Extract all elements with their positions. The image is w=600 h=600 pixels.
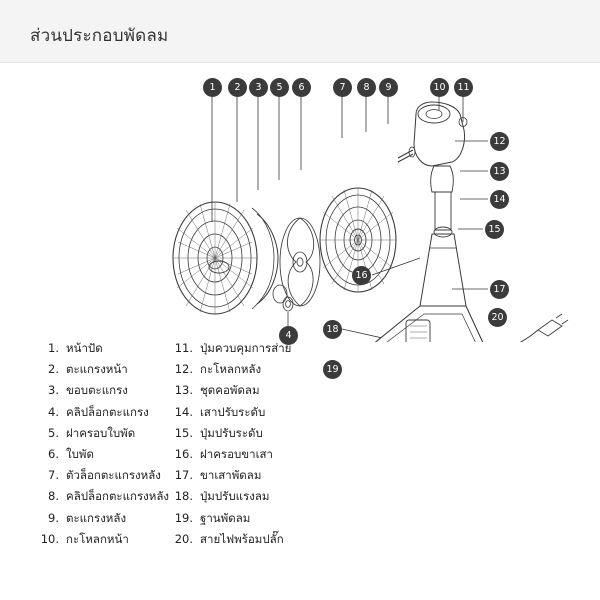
callout-18[interactable]: 18 [323,320,342,339]
legend-number: 13. [174,383,193,398]
list-item [168,380,428,401]
callout-2[interactable]: 2 [228,78,247,97]
callout-10[interactable]: 10 [430,78,449,97]
legend-number: 10. [40,531,59,546]
legend-label: ตะแกรงหน้า [66,362,128,377]
list-item [168,402,428,423]
callout-6[interactable]: 6 [292,78,311,97]
callout-12[interactable]: 12 [490,132,509,151]
legend-label: หน้าปัด [66,341,103,355]
callout-20[interactable]: 20 [488,308,507,327]
legend-number: 15. [174,425,193,440]
legend-number: 17. [174,468,193,483]
callout-4[interactable]: 4 [279,326,298,345]
legend-label: คลิปล็อกตะแกรงหลัง [66,489,170,504]
legend-label: สายไฟพร้อมปลั๊ก [200,531,284,546]
header-bar [0,0,600,63]
legend-number: 18. [174,489,193,504]
legend-label: ขอบตะแกรง [66,383,128,398]
legend-number: 12. [174,362,193,377]
callout-9[interactable]: 9 [379,78,398,97]
legend-label: กะโหลกหน้า [66,531,129,546]
callout-7[interactable]: 7 [333,78,352,97]
legend-number: 6. [48,446,59,461]
legend-label: ตัวล็อกตะแกรงหลัง [66,468,161,483]
legend-label: ตะแกรงหลัง [66,510,127,525]
list-item [168,444,428,465]
callout-8[interactable]: 8 [357,78,376,97]
callout-5[interactable]: 5 [270,78,289,97]
legend-label: ใบพัด [66,446,94,461]
legend-label: ฝาครอบใบพัด [66,425,136,440]
legend-number: 8. [48,489,59,504]
page-title: ส่วนประกอบพัดลม [30,26,169,46]
legend-number: 1. [48,341,59,355]
legend-number: 14. [174,404,193,419]
legend-number: 16. [174,446,193,461]
callout-16[interactable]: 16 [352,266,371,285]
callout-15[interactable]: 15 [485,220,504,239]
legend-label: ปุ่มควบคุมการส่าย [200,341,292,355]
legend-label: ฐานพัดลม [200,510,251,525]
list-item [168,465,428,486]
list-item [168,486,428,507]
callout-13[interactable]: 13 [490,162,509,181]
legend-label: ขาเสาพัดลม [200,468,262,483]
legend-label: ฝาครอบขาเสา [200,446,273,461]
legend-number: 20. [174,531,193,546]
legend-label: ชุดคอพัดลม [200,383,260,398]
callout-14[interactable]: 14 [490,190,509,209]
list-item [168,529,428,550]
legend-number: 2. [48,362,59,377]
legend-number: 3. [48,383,59,398]
legend-number: 4. [48,404,59,419]
legend-column-right [168,338,428,550]
list-item [168,423,428,444]
legend-number: 5. [48,425,59,440]
list-item [168,338,428,359]
callout-17[interactable]: 17 [490,280,509,299]
list-item [168,508,428,529]
legend-label: คลิปล็อกตะแกรง [66,404,149,419]
legend-number: 19. [174,510,193,525]
callout-19[interactable]: 19 [323,360,342,379]
callout-3[interactable]: 3 [249,78,268,97]
legend-label: ปุ่มปรับแรงลม [200,489,270,504]
legend-label: เสาปรับระดับ [200,404,266,419]
legend-number: 11. [174,341,193,355]
callout-11[interactable]: 11 [454,78,473,97]
callout-1[interactable]: 1 [203,78,222,97]
legend-label: ปุ่มปรับระดับ [200,425,263,440]
legend-label: กะโหลกหลัง [200,362,262,377]
legend-number: 7. [48,468,59,483]
list-item [168,359,428,380]
legend-number: 9. [48,510,59,525]
